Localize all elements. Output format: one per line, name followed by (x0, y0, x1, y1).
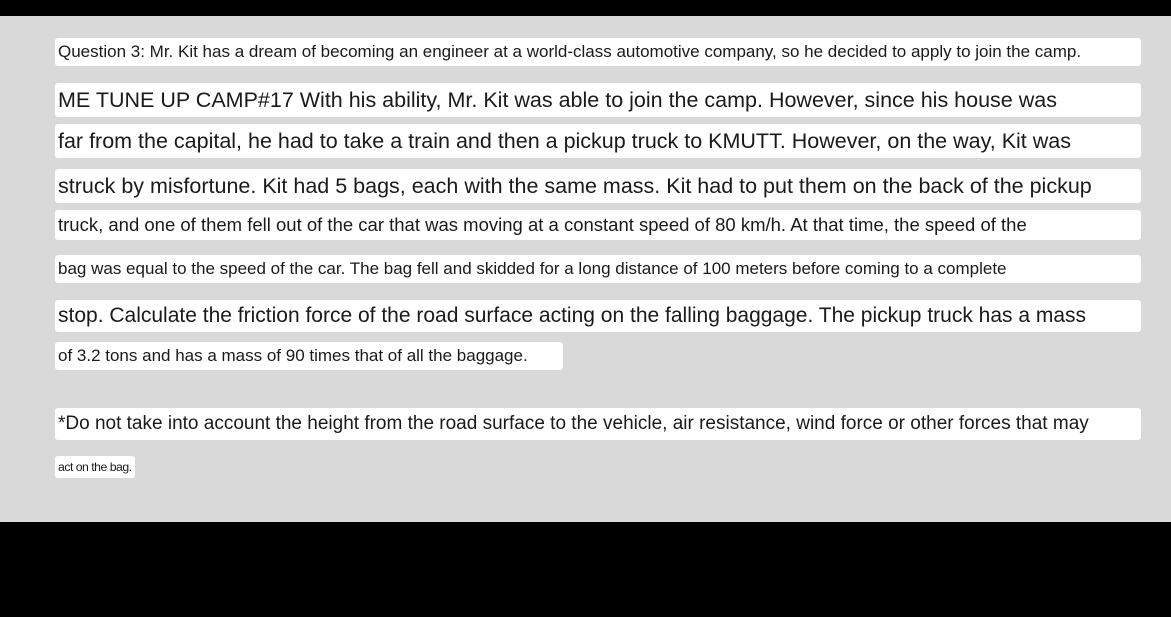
question-line-7 (55, 300, 1141, 332)
question-line-8 (55, 342, 563, 370)
question-line-6-text: bag was equal to the speed of the car. The bag fell and skidded for a long distance of 100 meters before coming to a complete (58, 259, 1007, 278)
question-line-4-text: struck by misfortune. Kit had 5 bags, each with the same mass. Kit had to put them on the back of the pickup (58, 173, 1092, 198)
question-line-8-text: of 3.2 tons and has a mass of 90 times that of all the baggage. (58, 346, 528, 365)
question-line-6 (55, 255, 1141, 283)
note-line-1 (55, 408, 1141, 440)
question-line-1 (55, 38, 1141, 66)
question-line-3-text: far from the capital, he had to take a train and then a pickup truck to KMUTT. However, on the way, Kit was (58, 128, 1071, 153)
question-line-5 (55, 210, 1141, 240)
note-line-1-text: *Do not take into account the height from the road surface to the vehicle, air resistance, wind force or other forces that may (58, 413, 1089, 434)
note-line-2-text: act on the bag. (58, 460, 132, 474)
question-line-2 (55, 83, 1141, 117)
question-line-1-text: Question 3: Mr. Kit has a dream of becoming an engineer at a world-class automotive company, so he decided to apply to join the camp. (58, 42, 1082, 61)
question-panel (0, 16, 1171, 522)
question-line-4 (55, 169, 1141, 203)
question-line-5-text: truck, and one of them fell out of the car that was moving at a constant speed of 80 km/h. At that time, the speed of the (58, 214, 1027, 235)
question-line-7-text: stop. Calculate the friction force of the road surface acting on the falling baggage. The pickup truck has a mass (58, 304, 1087, 327)
note-line-2 (55, 456, 135, 478)
question-line-2-text: ME TUNE UP CAMP#17 With his ability, Mr. Kit was able to join the camp. However, since his house was (58, 87, 1057, 112)
bottom-black-bar (0, 522, 1171, 617)
question-line-3 (55, 124, 1141, 158)
